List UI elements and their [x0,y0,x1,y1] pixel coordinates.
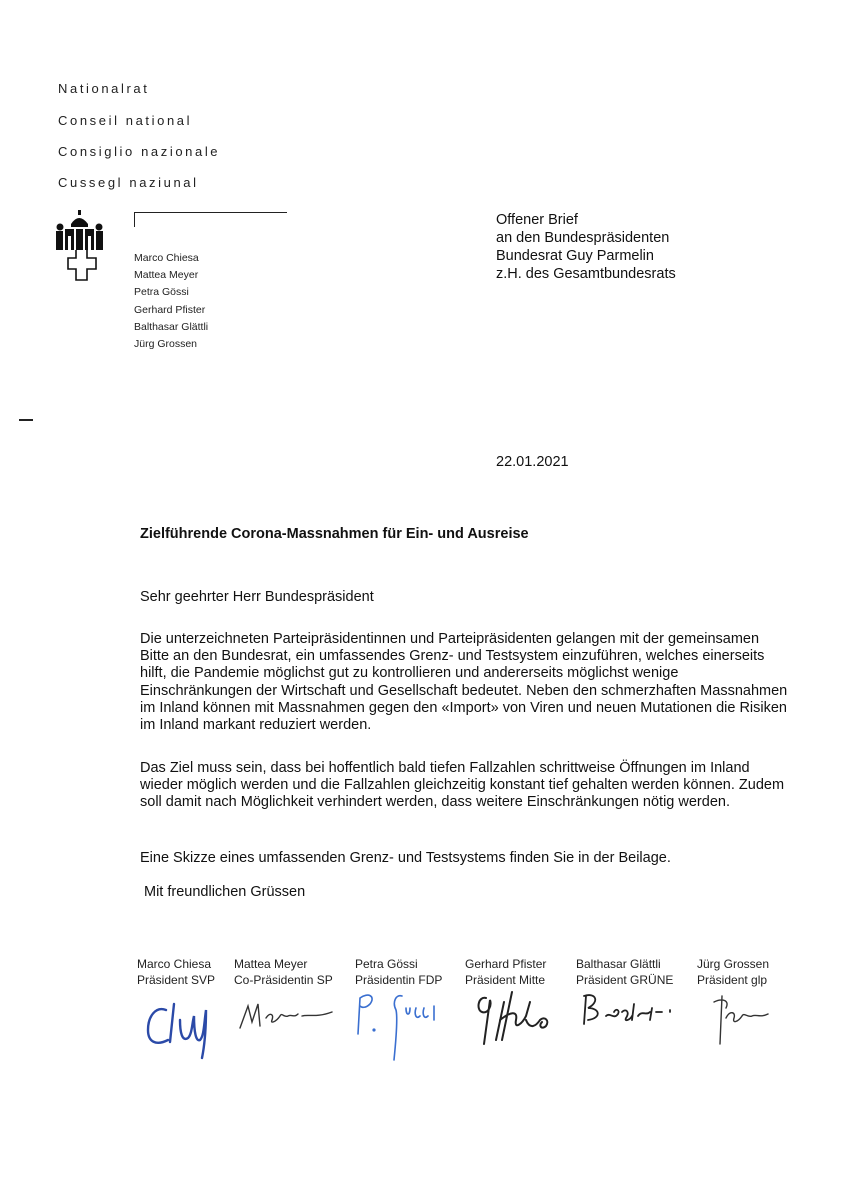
salutation: Sehr geehrter Herr Bundespräsident [140,589,374,605]
signatory-pfister [465,957,546,988]
body-paragraph: Die unterzeichneten Parteipräsidentinnen und Parteipräsidenten gelangen mit der gemeinsamen Bitte an den Bundesrat, ein umfassendes Grenz- und Testsystem einzuführen, welches einerseits hilft, die Pandemie möglichst gut zu kontrollieren und andererseits möglichst wenige Einschränkungen der Wirtschaft und Gesellschaft bedeutet. Neben den schmerzhaften Massnahmen im Inland können mit Massnahmen gegen den «Import» von Viren und neuen Mutationen die Risiken im Inland markant reduziert werden. [140,631,788,734]
sender-name: Jürg Grossen [134,338,198,351]
signature-glaettli [578,990,678,1030]
signatory-name: Mattea Meyer [234,957,308,971]
parliament-logo [56,210,114,282]
signatory-role: Präsident GRÜNE [576,972,674,987]
sender-bracket [134,212,287,227]
signatory-grossen [697,957,769,988]
signatory-role: Präsident SVP [137,972,216,987]
signatory-role: Präsident glp [697,972,768,987]
signatory-goessi [355,957,442,988]
sender-name: Mattea Meyer [134,269,199,282]
sender-name: Balthasar Glättli [134,320,209,333]
signature-pfister [470,990,570,1050]
body-paragraph: Das Ziel muss sein, dass bei hoffentlich bald tiefen Fallzahlen schrittweise Öffnungen im Inland wieder möglich werden und die Fallzahlen gleichzeitig konstant tief gehalten werden können. Zudem soll damit nach Möglichkeit verhindert werden, dass weitere Einschränkungen nötig werden. [140,760,785,811]
signatory-role: Präsident Mitte [465,972,546,987]
signature-goessi [352,990,442,1062]
recipient-line: an den Bundespräsidenten [496,230,670,246]
signatory-name: Marco Chiesa [137,957,212,971]
recipient-line: Offener Brief [496,212,578,228]
fold-mark [19,419,33,421]
sender-list [134,250,208,353]
sender-name: Petra Gössi [134,286,189,299]
signature-grossen [708,990,778,1050]
council-name-it: Consiglio nazionale [58,144,221,159]
closing: Mit freundlichen Grüssen [144,884,306,900]
signature-meyer [236,996,336,1036]
recipient-line: z.H. des Gesamtbundesrats [496,266,676,282]
signatory-name: Gerhard Pfister [465,957,547,971]
signatory-meyer [234,957,333,988]
signatory-role: Co-Präsidentin SP [234,972,333,987]
council-name-rm: Cussegl naziunal [58,175,199,190]
signatory-name: Jürg Grossen [697,957,770,971]
letter-date: 22.01.2021 [496,454,569,470]
signature-chiesa [140,996,220,1062]
recipient-line: Bundesrat Guy Parmelin [496,248,654,264]
signatory-glaettli [576,957,673,988]
letter-subject: Zielführende Corona-Massnahmen für Ein- und Ausreise [140,526,529,542]
body-paragraph: Eine Skizze eines umfassenden Grenz- und Testsystems finden Sie in der Beilage. [140,850,671,866]
council-name-de: Nationalrat [58,81,150,96]
council-name-fr: Conseil national [58,113,193,128]
recipient-address [496,211,676,283]
sender-name: Gerhard Pfister [134,303,206,316]
signatory-role: Präsidentin FDP [355,972,443,987]
sender-name: Marco Chiesa [134,252,199,264]
signatory-name: Balthasar Glättli [576,957,661,971]
signatory-chiesa [137,957,215,988]
signatory-name: Petra Gössi [355,957,418,971]
